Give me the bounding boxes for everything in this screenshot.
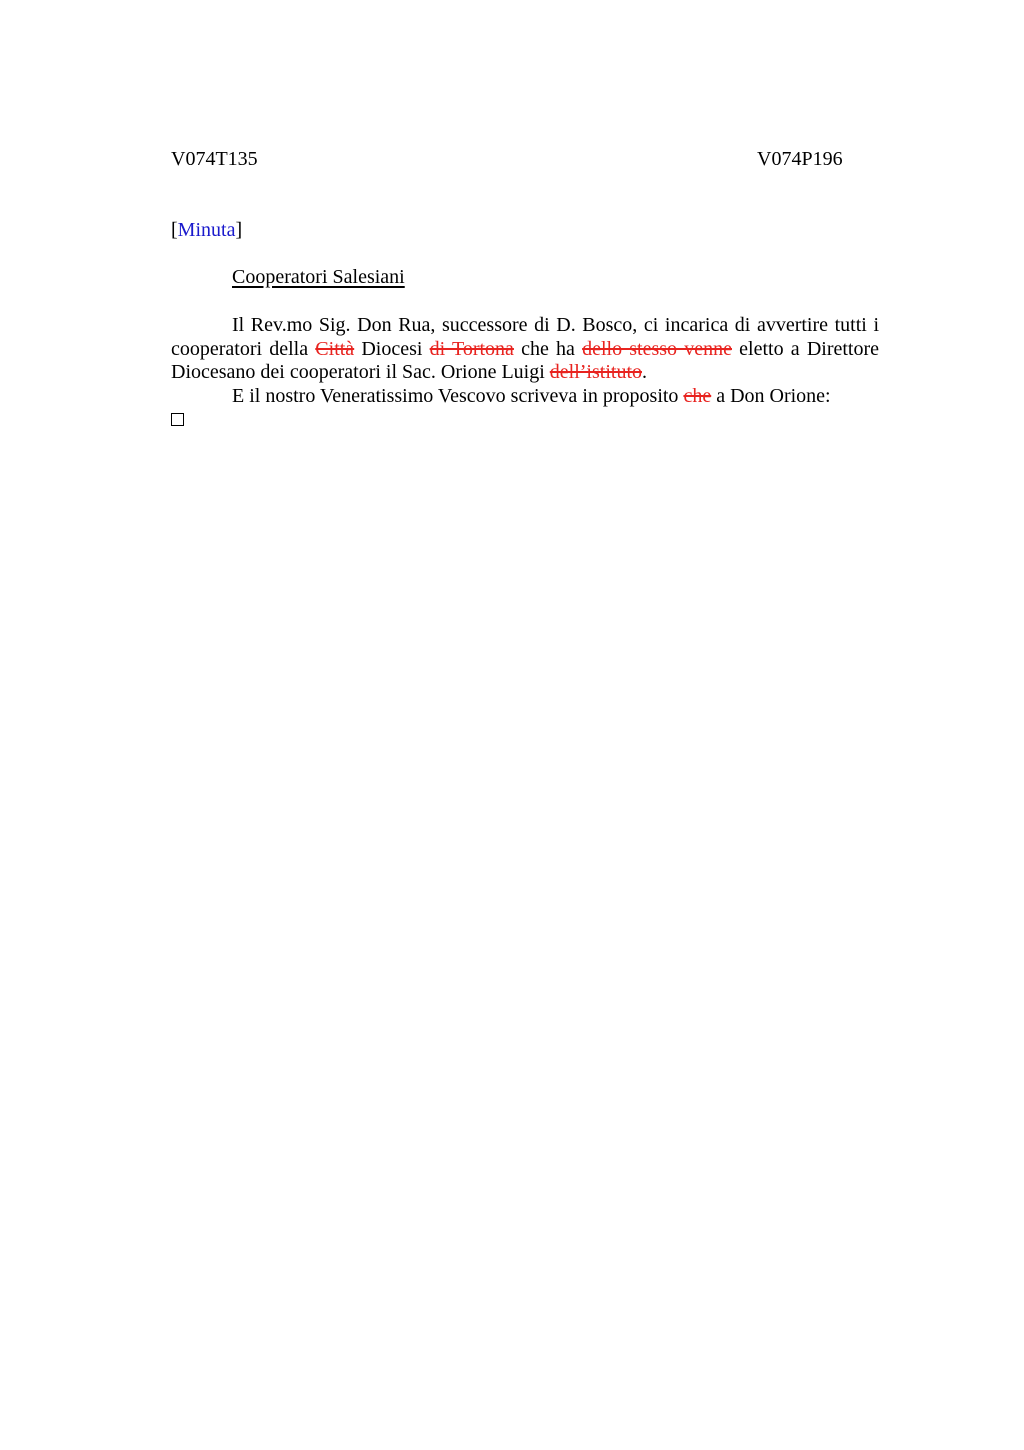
close-bracket: ] xyxy=(235,219,243,241)
deleted-phrase-di-tortona: di Tortona xyxy=(429,337,514,360)
paragraph-2-text-2: a Don Orione: xyxy=(711,384,831,407)
section-heading: Cooperatori Salesiani xyxy=(232,266,405,288)
body-text xyxy=(171,314,879,426)
deleted-word-che: che xyxy=(683,384,712,407)
minuta-text: Minuta xyxy=(177,219,236,241)
document-code-right: V074P196 xyxy=(757,148,843,170)
paragraph-2-text-1: E il nostro Veneratissimo Vescovo scriveva in proposito xyxy=(232,384,684,407)
paragraph-1-text-1: Il Rev.mo Sig. Don Rua, successore di D. Bosco, ci incarica di avvertire tutti i cooperatori della xyxy=(171,314,879,360)
minuta-label xyxy=(171,218,242,242)
paragraph-1-text-4: eletto a Direttore Diocesano dei cooperatori il Sac. Orione Luigi xyxy=(171,337,880,383)
paragraph-2 xyxy=(171,385,879,409)
paragraph-1-text-2: Diocesi xyxy=(354,337,430,360)
deleted-word-dell-istituto: dell’istituto xyxy=(549,361,642,383)
empty-box-icon xyxy=(171,413,184,426)
document-code-left: V074T135 xyxy=(171,148,258,170)
paragraph-1-text-3: che ha xyxy=(513,337,583,360)
open-bracket: [ xyxy=(171,219,178,241)
deleted-word-citta: Città xyxy=(315,337,355,360)
deleted-phrase-dello-stesso-venne: dello stesso venne xyxy=(582,337,732,360)
paragraph-1 xyxy=(171,314,879,385)
paragraph-1-text-5: . xyxy=(642,361,647,383)
